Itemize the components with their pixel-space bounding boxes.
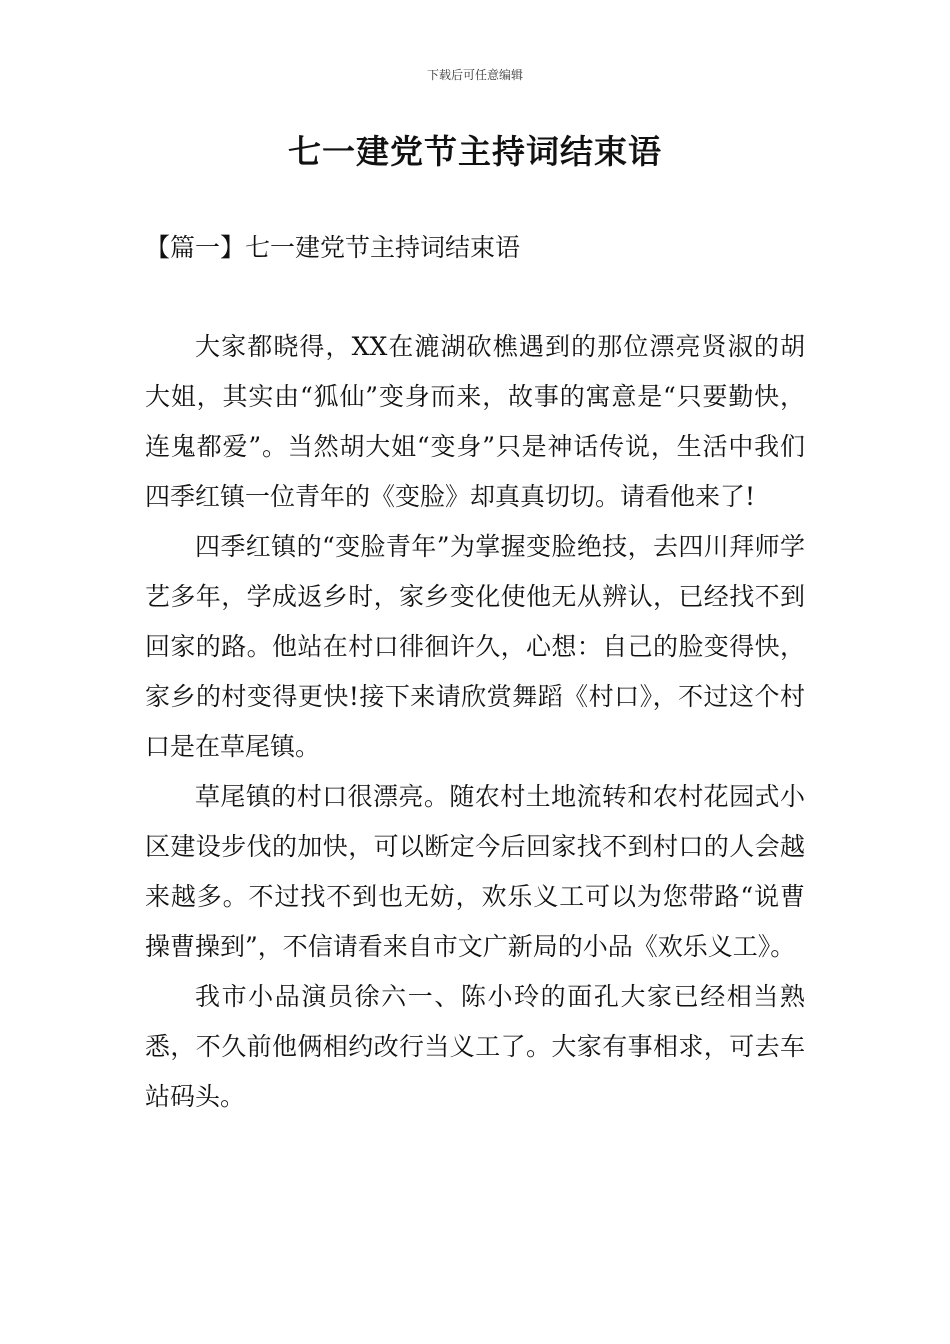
paragraph-3: 草尾镇的村口很漂亮。随农村土地流转和农村花园式小区建设步伐的加快，可以断定今后回家找不到村口的人会越来越多。不过找不到也无妨，欢乐义工可以为您带路“说曹操曹操到”，不信请看来自市文广新局的小品《欢乐义工》。 [145, 782, 805, 961]
section-heading: 【篇一】七一建党节主持词结束语 [145, 233, 521, 262]
document-title: 七一建党节主持词结束语 [288, 132, 662, 171]
body-text [145, 322, 805, 1122]
header-note: 下载后可任意编辑 [426, 68, 523, 82]
paragraph-4: 我市小品演员徐六一、陈小玲的面孔大家已经相当熟悉，不久前他俩相约改行当义工了。大家有事相求，可去车站码头。 [145, 982, 805, 1111]
paragraph-1: 大家都晓得，XX在漉湖砍樵遇到的那位漂亮贤淑的胡大姐，其实由“狐仙”变身而来，故事的寓意是“只要勤快，连鬼都爱”。当然胡大姐“变身”只是神话传说，生活中我们四季红镇一位青年的《变脸》却真真切切。请看他来了! [145, 332, 805, 511]
paragraph-2: 四季红镇的“变脸青年”为掌握变脸绝技，去四川拜师学艺多年，学成返乡时，家乡变化使他无从辨认，已经找不到回家的路。他站在村口徘徊许久，心想：自己的脸变得快，家乡的村变得更快!接下来请欣赏舞蹈《村口》，不过这个村口是在草尾镇。 [145, 532, 805, 761]
